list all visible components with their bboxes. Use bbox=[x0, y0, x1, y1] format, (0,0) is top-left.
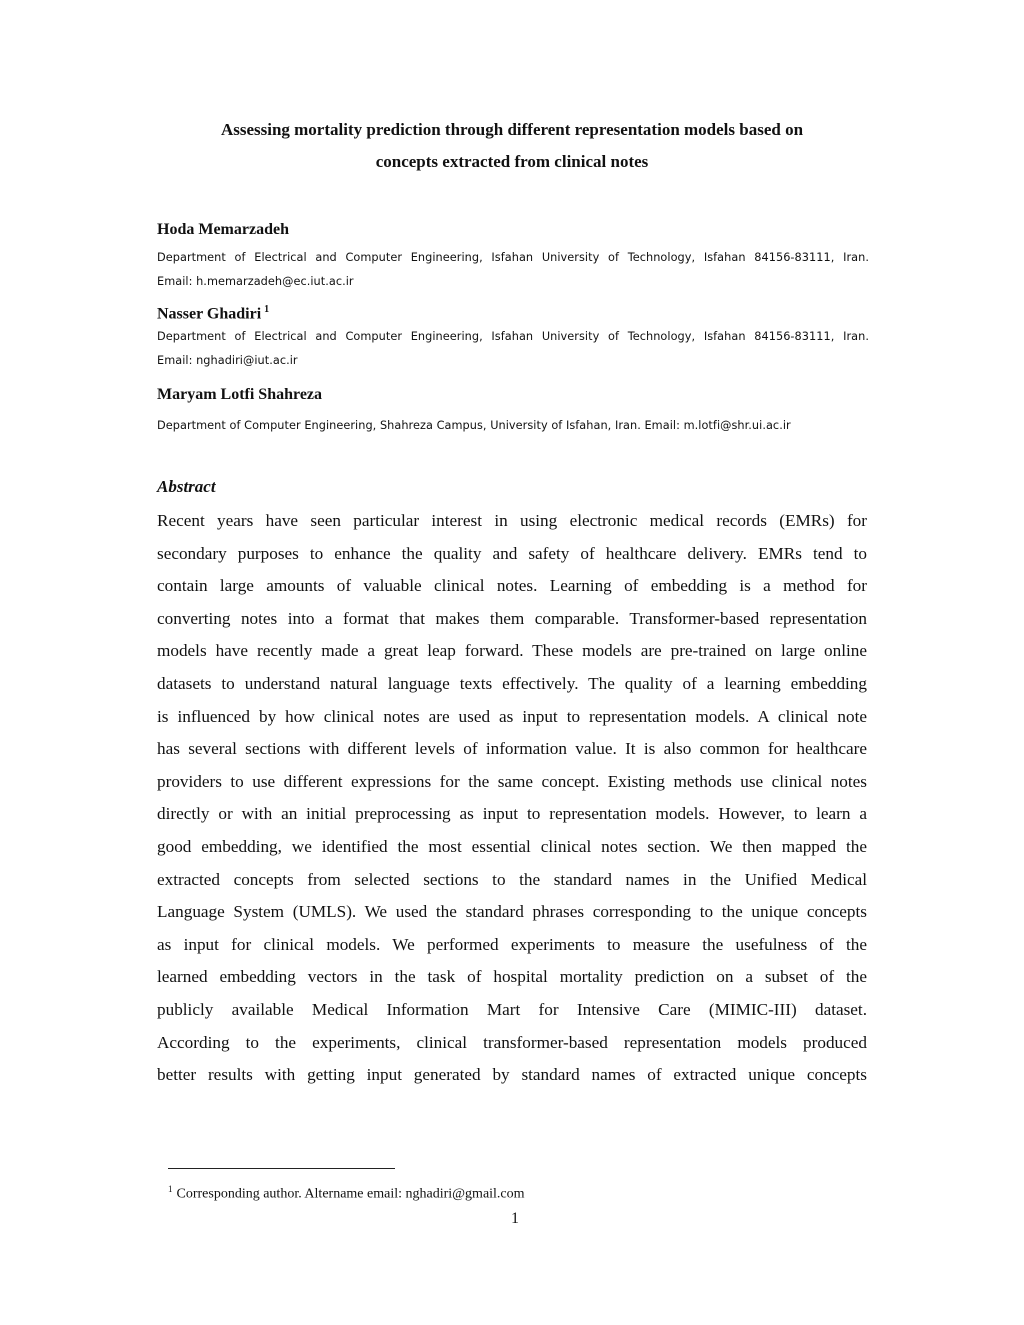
abstract-line: datasets to understand natural language texts effectively. The quality of a learning embedding bbox=[157, 673, 867, 693]
footnote-mark: 1 bbox=[168, 1184, 173, 1194]
abstract-body bbox=[157, 505, 867, 1092]
abstract-line: Recent years have seen particular interest in using electronic medical records (EMRs) for bbox=[157, 511, 867, 530]
footnote bbox=[168, 1180, 525, 1204]
page-number: 1 bbox=[511, 1210, 519, 1227]
abstract-line: contain large amounts of valuable clinical notes. Learning of embedding is a method for bbox=[157, 576, 867, 596]
author-name-text: Nasser Ghadiri bbox=[157, 305, 262, 323]
footnote-divider bbox=[168, 1168, 395, 1169]
abstract-line: is influenced by how clinical notes are used as input to representation models. A clinical note bbox=[157, 706, 867, 726]
abstract-line: providers to use different expressions for the same concept. Existing methods use clinical notes bbox=[157, 771, 867, 791]
abstract-line: good embedding, we identified the most essential clinical notes section. We then mapped the bbox=[157, 836, 867, 856]
author-name-text: Hoda Memarzadeh bbox=[157, 221, 289, 238]
paper-title bbox=[140, 114, 884, 178]
abstract-line: better results with getting input generated by standard names of extracted unique concepts bbox=[157, 1065, 867, 1085]
author-affiliation bbox=[157, 329, 869, 369]
abstract-line: directly or with an initial preprocessing as input to representation models. However, to learn a bbox=[157, 804, 867, 824]
affiliation-email-line: Email: h.memarzadeh@ec.iut.ac.ir bbox=[157, 275, 354, 288]
abstract-line: secondary purposes to enhance the quality and safety of healthcare delivery. EMRs tend to bbox=[157, 543, 867, 563]
abstract-line: extracted concepts from selected sections to the standard names in the Unified Medical bbox=[157, 869, 867, 889]
abstract-line: learned embedding vectors in the task of hospital mortality prediction on a subset of the bbox=[157, 967, 867, 987]
author-name bbox=[157, 385, 322, 405]
author-affiliation bbox=[157, 250, 869, 290]
paper-title-line-2: concepts extracted from clinical notes bbox=[375, 152, 649, 171]
footnote-text: Corresponding author. Altername email: nghadiri@gmail.com bbox=[176, 1186, 525, 1202]
author-affiliation bbox=[157, 418, 869, 434]
abstract-line: publicly available Medical Information Mart for Intensive Care (MIMIC-III) dataset. bbox=[157, 999, 867, 1019]
abstract-line: According to the experiments, clinical transformer-based representation models produced bbox=[157, 1032, 867, 1052]
abstract-heading: Abstract bbox=[157, 477, 216, 496]
abstract-line: converting notes into a format that makes them comparable. Transformer-based representation bbox=[157, 608, 867, 628]
author-footnote-mark: 1 bbox=[264, 304, 270, 315]
abstract-line: as input for clinical models. We performed experiments to measure the usefulness of the bbox=[157, 934, 867, 954]
affiliation-email-line: Email: nghadiri@iut.ac.ir bbox=[157, 354, 298, 367]
abstract-line: Language System (UMLS). We used the standard phrases corresponding to the unique concepts bbox=[157, 902, 867, 922]
abstract-line: models have recently made a great leap forward. These models are pre-trained on large online bbox=[157, 641, 867, 661]
affiliation-line: Department of Computer Engineering, Shahreza Campus, University of Isfahan, Iran. Email: m.lotfi@shr.ui.ac.ir bbox=[157, 419, 791, 432]
abstract-line: has several sections with different levels of information value. It is also common for healthcare bbox=[157, 739, 867, 759]
author-name bbox=[157, 220, 289, 240]
affiliation-line: Department of Electrical and Computer Engineering, Isfahan University of Technology, Isfahan 84156-83111, Iran. bbox=[157, 330, 869, 343]
author-name-text: Maryam Lotfi Shahreza bbox=[157, 386, 323, 403]
author-name bbox=[157, 300, 269, 324]
affiliation-line: Department of Electrical and Computer Engineering, Isfahan University of Technology, Isfahan 84156-83111, Iran. bbox=[157, 251, 869, 264]
paper-title-line-1: Assessing mortality prediction through different representation models based on bbox=[220, 120, 804, 139]
